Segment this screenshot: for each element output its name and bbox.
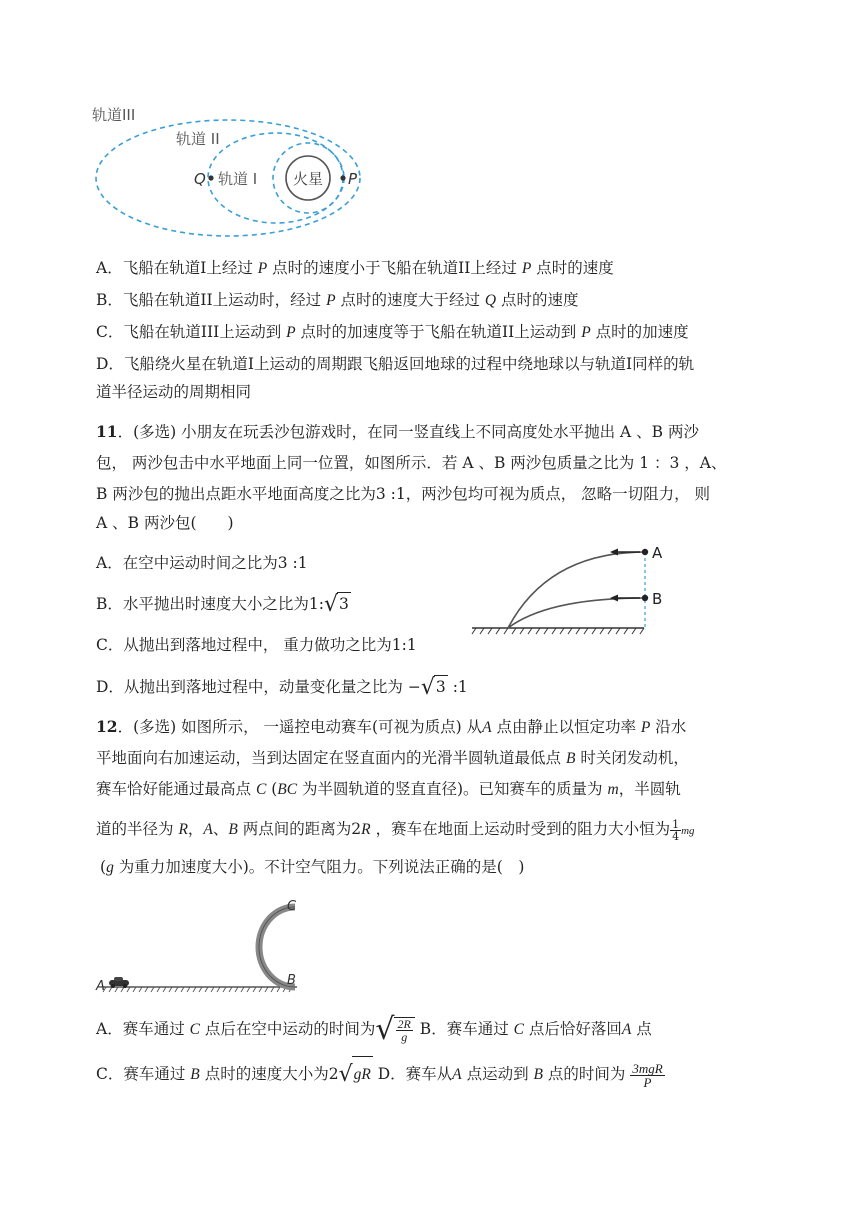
sandbag-b-dot (642, 595, 648, 601)
orbit-3-label: 轨道III (92, 106, 136, 124)
q11-number: 11 (96, 422, 118, 441)
q12-stem-line5: (g 为重力加速度大小)。不计空气阻力。下列说法正确的是( ) (100, 858, 525, 876)
q12-option-a-b: A．赛车通过 C 点后在空中运动的时间为√ $\frac{2R}{g}$ B．赛车通过 C 点后恰好落回A 点 (96, 1012, 652, 1047)
q10-option-a: A．飞船在轨道I上经过 P 点时的速度小于飞船在轨道II上经过 P 点时的速度 (96, 259, 614, 277)
sandbag-b-label: B (652, 590, 663, 608)
sandbag-a-label: A (652, 544, 663, 562)
q11-stem-line3: B 两沙包的抛出点距水平地面高度之比为3 :1，两沙包均可视为质点， 忽略一切阻力， 则 (96, 485, 711, 503)
q11-option-c: C．从抛出到落地过程中， 重力做功之比为1:1 (96, 636, 417, 654)
track-hatch (103, 987, 292, 992)
orbit-diagram (88, 100, 368, 240)
ground-hatch (472, 628, 644, 634)
q11-option-d: D．从抛出到落地过程中，动量变化量之比为 −√3 :1 (96, 675, 468, 700)
point-b-label: B (287, 973, 296, 988)
point-p-dot (340, 175, 345, 180)
q12-stem-line3: 赛车恰好能通过最高点 C (BC 为半圆轨道的竖直直径)。已知赛车的质量为 m，半圆轨 (96, 780, 681, 798)
q10-option-b: B．飞船在轨道II上运动时，经过 P 点时的速度大于经过 Q 点时的速度 (96, 291, 579, 309)
point-c-label: C (287, 899, 297, 914)
q11-option-b: B．水平抛出时速度大小之比为1:√3 (96, 592, 349, 617)
race-car-icon (109, 977, 129, 988)
q12-stem-line4: 道的半径为 R，A、B 两点间的距离为2R ，赛车在地面上运动时受到的阻力大小恒为 $\frac{1}{4}$ mg (96, 817, 695, 843)
q11-option-a: A．在空中运动时间之比为3 :1 (96, 554, 308, 572)
race-track-diagram (92, 892, 352, 1004)
q12-option-c-d: C．赛车通过 B 点时的速度大小为2√gR D．赛车从A 点运动到 B 点的时间为 $\frac{\text{3mgR}}{P}$ (96, 1056, 665, 1093)
orbit-2-label: 轨道 II (176, 130, 220, 148)
sandbag-diagram (468, 538, 663, 638)
q10-option-d-line2: 道半径运动的周期相同 (96, 383, 252, 401)
q10-option-c: C．飞船在轨道III上运动到 P 点时的加速度等于飞船在轨道II上运动到 P 点时的加速度 (96, 323, 689, 341)
q10-option-d-line1: D．飞船绕火星在轨道I上运动的周期跟飞船返回地球的过程中绕地球以与轨道I同样的轨 (96, 355, 695, 373)
point-q-dot (208, 175, 213, 180)
trajectory-b (508, 598, 645, 628)
q12-number: 12 (96, 717, 118, 736)
arrowhead-b (610, 595, 618, 602)
point-q-label: Q (194, 170, 206, 188)
q11-stem-line4: A 、B 两沙包( ) (96, 514, 234, 532)
q11-stem-line1: 11．(多选) 小朋友在玩丢沙包游戏时，在同一竖直线上不同高度处水平抛出 A 、B 两沙 (96, 422, 699, 441)
mars-label: 火星 (292, 170, 324, 188)
q12-stem-line2: 平地面向右加速运动，当到达固定在竖直面内的光滑半圆轨道最低点 B 时关闭发动机， (96, 749, 689, 767)
point-a-label: A (96, 979, 105, 994)
point-p-label: P (348, 170, 358, 188)
orbit-1-label: 轨道 I (218, 170, 258, 188)
q12-stem-line1: 12．(多选) 如图所示， 一遥控电动赛车(可视为质点) 从A 点由静止以恒定功率 P 沿水 (96, 717, 687, 736)
sandbag-a-dot (642, 549, 648, 555)
q11-stem-line2: 包， 两沙包击中水平地面上同一位置，如图所示．若 A 、B 两沙包质量之比为 1 ：3 ，A、 (96, 454, 727, 472)
